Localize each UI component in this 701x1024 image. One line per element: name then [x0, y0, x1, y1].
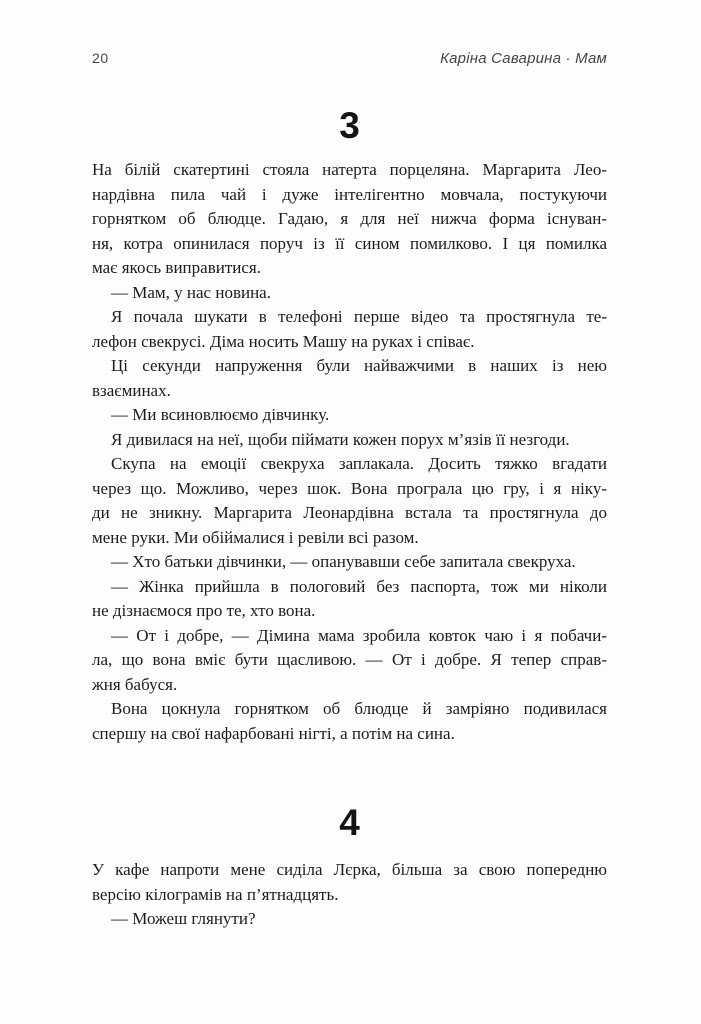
text-line: Я почала шукати в телефоні перше відео та простягнула те-: [111, 307, 607, 326]
paragraph: [92, 624, 607, 698]
paragraph: [92, 452, 607, 550]
text-line: жня бабуся.: [92, 674, 178, 694]
chapter-section: [92, 803, 607, 932]
text-line: Ці секунди напруження були найважчими в наших із нею: [111, 356, 607, 375]
page-body: [92, 98, 607, 932]
text-line: — Мам, у нас новина.: [111, 282, 271, 302]
text-line: Скупа на емоції свекруха заплакала. Досить тяжко вгадати: [111, 454, 607, 473]
paragraph: [92, 550, 607, 575]
text-line: нардівна пила чай і дуже інтелігентно мовчала, постукуючи: [92, 184, 607, 204]
paragraph: [92, 575, 607, 624]
paragraph: [92, 281, 607, 306]
text-line: — Можеш глянути?: [111, 909, 256, 928]
text-line: через що. Можливо, через шок. Вона програла цю гру, і я ніку-: [92, 478, 607, 498]
text-line: взаєминах.: [92, 380, 171, 400]
text-line: Я дивилася на неї, щоби піймати кожен порух м’язів її незгоди.: [111, 429, 570, 449]
paragraph: [92, 428, 607, 453]
chapter-number: 3: [339, 105, 360, 146]
text-line: На білій скатертині стояла натерта порцеляна. Маргарита Лео-: [92, 160, 607, 179]
paragraph: [92, 354, 607, 403]
text-line: мене руки. Ми обіймалися і ревіли всі разом.: [92, 527, 419, 547]
text-line: — Жінка прийшла в пологовий без паспорта, тож ми ніколи: [111, 576, 607, 596]
text-line: не дізнаємося про те, хто вона.: [92, 601, 316, 620]
text-line: версію кілограмів на п’ятнадцять.: [92, 884, 339, 904]
chapter-number: 4: [339, 802, 360, 843]
text-line: ня, котра опинилася поруч із її сином помилково. І ця помилка: [92, 233, 607, 253]
page-header: [92, 50, 607, 67]
paragraph: [92, 697, 607, 746]
chapter-section: [92, 106, 607, 746]
text-line: ла, що вона вміє бути щасливою. — От і добре. Я тепер справ-: [92, 650, 607, 669]
text-line: — Ми всиновлюємо дівчинку.: [111, 405, 330, 424]
text-line: має якось виправитися.: [92, 258, 261, 277]
text-line: спершу на свої нафарбовані нігті, а потім на сина.: [92, 723, 455, 743]
paragraph: [92, 907, 607, 932]
text-line: У кафе напроти мене сиділа Лєрка, більша за свою попередню: [92, 860, 607, 879]
text-line: горнятком об блюдце. Гадаю, я для неї нижча форма існуван-: [92, 209, 607, 228]
text-line: — От і добре, — Дімина мама зробила ковток чаю і я побачи-: [111, 625, 607, 645]
text-line: лефон свекрусі. Діма носить Машу на руках і співає.: [92, 331, 475, 351]
paragraph: [92, 305, 607, 354]
paragraph: [92, 858, 607, 907]
paragraph: [92, 403, 607, 428]
page-number: 20: [92, 50, 109, 66]
paragraph: [92, 158, 607, 281]
text-line: ди не зникну. Маргарита Леонардівна встала та простягнула до: [92, 503, 607, 522]
running-title: Каріна Саварина · Мам: [440, 50, 607, 67]
text-line: Вона цокнула горнятком об блюдце й замріяно подивилася: [111, 699, 607, 718]
text-line: — Хто батьки дівчинки, — опанувавши себе запитала свекруха.: [111, 552, 576, 571]
